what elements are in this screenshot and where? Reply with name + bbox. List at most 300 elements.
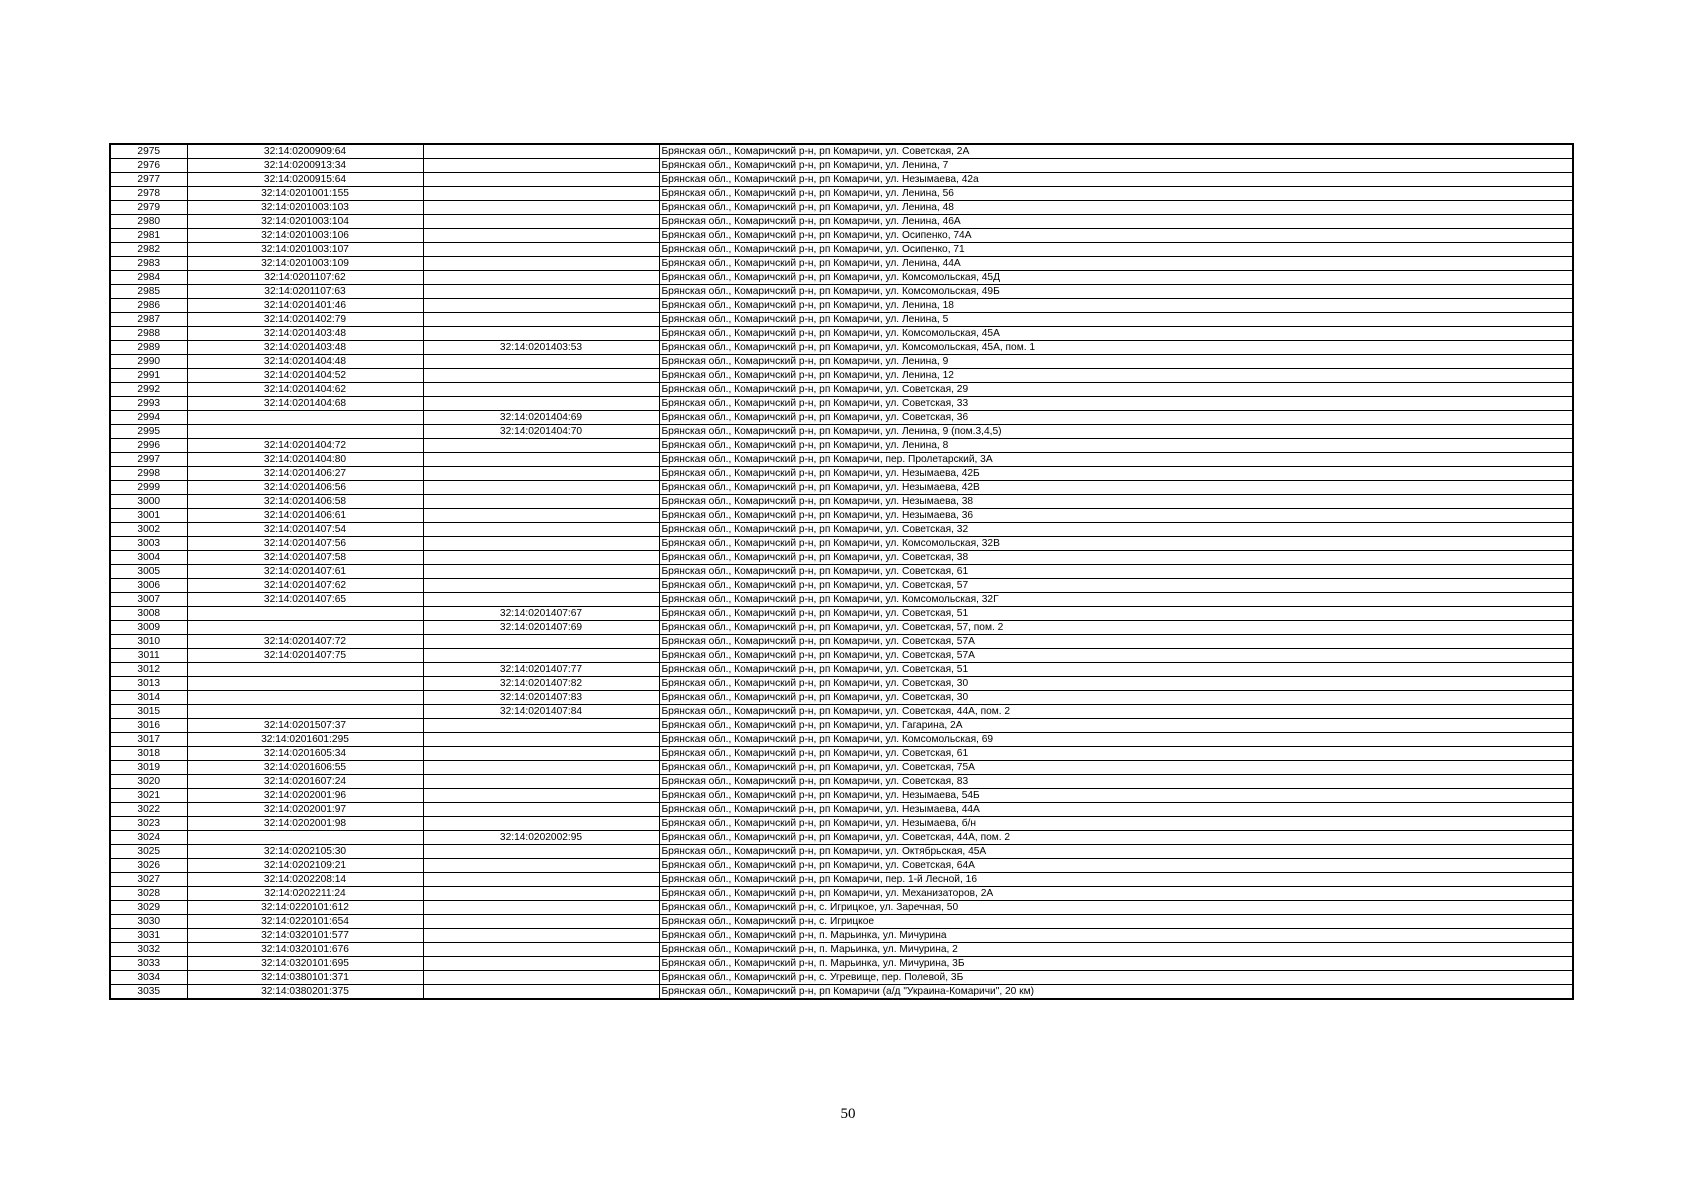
row-number-cell: 3023 [110, 817, 187, 831]
row-number-cell: 3029 [110, 901, 187, 915]
table-row [110, 509, 1573, 523]
cadastral-number-cell [187, 411, 423, 425]
row-number-cell: 3032 [110, 943, 187, 957]
row-number-cell: 3002 [110, 523, 187, 537]
address-cell: Брянская обл., Комаричский р-н, рп Комаричи, ул. Советская, 32 [659, 523, 1573, 537]
cadastral-number-cell: 32:14:0201003:107 [187, 243, 423, 257]
table-row [110, 957, 1573, 971]
row-number-cell: 3013 [110, 677, 187, 691]
table-row [110, 425, 1573, 439]
address-cell: Брянская обл., Комаричский р-н, рп Комаричи, ул. Ленина, 9 (пом.3,4,5) [659, 425, 1573, 439]
table-row [110, 845, 1573, 859]
table-row [110, 761, 1573, 775]
table-row [110, 621, 1573, 635]
cadastral-number-cell: 32:14:0201401:46 [187, 299, 423, 313]
table-row [110, 873, 1573, 887]
address-cell: Брянская обл., Комаричский р-н, рп Комаричи, ул. Советская, 75А [659, 761, 1573, 775]
cadastral-number-cell: 32:14:0201601:295 [187, 733, 423, 747]
address-cell: Брянская обл., Комаричский р-н, рп Комаричи, ул. Механизаторов, 2А [659, 887, 1573, 901]
address-cell: Брянская обл., Комаричский р-н, рп Комаричи, ул. Советская, 83 [659, 775, 1573, 789]
address-cell: Брянская обл., Комаричский р-н, рп Комаричи, ул. Комсомольская, 69 [659, 733, 1573, 747]
cadastral-number-cell: 32:14:0320101:577 [187, 929, 423, 943]
row-number-cell: 3003 [110, 537, 187, 551]
cadastral-number-cell: 32:14:0201003:106 [187, 229, 423, 243]
address-cell: Брянская обл., Комаричский р-н, п. Марьинка, ул. Мичурина [659, 929, 1573, 943]
row-number-cell: 2976 [110, 159, 187, 173]
room-cadastral-number-cell [423, 859, 659, 873]
row-number-cell: 2977 [110, 173, 187, 187]
row-number-cell: 3031 [110, 929, 187, 943]
room-cadastral-number-cell [423, 509, 659, 523]
room-cadastral-number-cell [423, 313, 659, 327]
cadastral-number-cell: 32:14:0201407:54 [187, 523, 423, 537]
row-number-cell: 3019 [110, 761, 187, 775]
row-number-cell: 2997 [110, 453, 187, 467]
room-cadastral-number-cell: 32:14:0202002:95 [423, 831, 659, 845]
cadastral-number-cell: 32:14:0202001:97 [187, 803, 423, 817]
cadastral-number-cell: 32:14:0201003:109 [187, 257, 423, 271]
address-cell: Брянская обл., Комаричский р-н, рп Комаричи, ул. Ленина, 12 [659, 369, 1573, 383]
address-cell: Брянская обл., Комаричский р-н, рп Комаричи, ул. Советская, 44А, пом. 2 [659, 705, 1573, 719]
cadastral-number-cell: 32:14:0200915:64 [187, 173, 423, 187]
table-row [110, 649, 1573, 663]
row-number-cell: 3005 [110, 565, 187, 579]
registry-table [109, 143, 1574, 1000]
room-cadastral-number-cell: 32:14:0201407:69 [423, 621, 659, 635]
room-cadastral-number-cell [423, 817, 659, 831]
room-cadastral-number-cell [423, 845, 659, 859]
table-row [110, 341, 1573, 355]
address-cell: Брянская обл., Комаричский р-н, рп Комаричи, ул. Незымаева, 42а [659, 173, 1573, 187]
row-number-cell: 2983 [110, 257, 187, 271]
cadastral-number-cell: 32:14:0380201:375 [187, 985, 423, 1000]
address-cell: Брянская обл., Комаричский р-н, рп Комаричи, ул. Незымаева, 36 [659, 509, 1573, 523]
row-number-cell: 3022 [110, 803, 187, 817]
address-cell: Брянская обл., Комаричский р-н, рп Комаричи, ул. Октябрьская, 45А [659, 845, 1573, 859]
table-row [110, 397, 1573, 411]
table-row [110, 971, 1573, 985]
row-number-cell: 3004 [110, 551, 187, 565]
cadastral-number-cell [187, 663, 423, 677]
room-cadastral-number-cell [423, 747, 659, 761]
room-cadastral-number-cell [423, 257, 659, 271]
row-number-cell: 2993 [110, 397, 187, 411]
cadastral-number-cell [187, 831, 423, 845]
cadastral-number-cell [187, 621, 423, 635]
row-number-cell: 2998 [110, 467, 187, 481]
room-cadastral-number-cell: 32:14:0201407:84 [423, 705, 659, 719]
row-number-cell: 2999 [110, 481, 187, 495]
cadastral-number-cell: 32:14:0380101:371 [187, 971, 423, 985]
table-row [110, 383, 1573, 397]
table-row [110, 607, 1573, 621]
table-row [110, 719, 1573, 733]
table-row [110, 831, 1573, 845]
cadastral-number-cell: 32:14:0201003:103 [187, 201, 423, 215]
address-cell: Брянская обл., Комаричский р-н, с. Игрицкое [659, 915, 1573, 929]
table-row [110, 635, 1573, 649]
address-cell: Брянская обл., Комаричский р-н, рп Комаричи, ул. Комсомольская, 45Д [659, 271, 1573, 285]
row-number-cell: 2985 [110, 285, 187, 299]
table-row [110, 355, 1573, 369]
table-row [110, 271, 1573, 285]
row-number-cell: 3009 [110, 621, 187, 635]
row-number-cell: 2992 [110, 383, 187, 397]
room-cadastral-number-cell [423, 173, 659, 187]
address-cell: Брянская обл., Комаричский р-н, рп Комаричи, ул. Незымаева, 44А [659, 803, 1573, 817]
cadastral-number-cell: 32:14:0201606:55 [187, 761, 423, 775]
row-number-cell: 3020 [110, 775, 187, 789]
room-cadastral-number-cell [423, 719, 659, 733]
room-cadastral-number-cell [423, 565, 659, 579]
table-row [110, 187, 1573, 201]
room-cadastral-number-cell [423, 789, 659, 803]
room-cadastral-number-cell [423, 775, 659, 789]
address-cell: Брянская обл., Комаричский р-н, п. Марьинка, ул. Мичурина, 2 [659, 943, 1573, 957]
cadastral-number-cell: 32:14:0201404:62 [187, 383, 423, 397]
address-cell: Брянская обл., Комаричский р-н, рп Комаричи, ул. Ленина, 46А [659, 215, 1573, 229]
address-cell: Брянская обл., Комаричский р-н, рп Комаричи, ул. Советская, 36 [659, 411, 1573, 425]
table-row [110, 789, 1573, 803]
row-number-cell: 2975 [110, 144, 187, 159]
room-cadastral-number-cell [423, 579, 659, 593]
cadastral-number-cell: 32:14:0202105:30 [187, 845, 423, 859]
table-row [110, 859, 1573, 873]
cadastral-number-cell: 32:14:0201403:48 [187, 341, 423, 355]
address-cell: Брянская обл., Комаричский р-н, рп Комаричи, ул. Советская, 57, пом. 2 [659, 621, 1573, 635]
room-cadastral-number-cell [423, 523, 659, 537]
table-row [110, 285, 1573, 299]
table-row [110, 257, 1573, 271]
table-row [110, 327, 1573, 341]
address-cell: Брянская обл., Комаричский р-н, рп Комаричи, ул. Советская, 30 [659, 691, 1573, 705]
cadastral-number-cell: 32:14:0201407:56 [187, 537, 423, 551]
cadastral-number-cell: 32:14:0201404:68 [187, 397, 423, 411]
table-row [110, 201, 1573, 215]
room-cadastral-number-cell [423, 159, 659, 173]
cadastral-number-cell: 32:14:0201403:48 [187, 327, 423, 341]
row-number-cell: 3024 [110, 831, 187, 845]
row-number-cell: 2991 [110, 369, 187, 383]
table-row [110, 537, 1573, 551]
row-number-cell: 2987 [110, 313, 187, 327]
cadastral-number-cell: 32:14:0202109:21 [187, 859, 423, 873]
address-cell: Брянская обл., Комаричский р-н, рп Комаричи, ул. Незымаева, 42В [659, 481, 1573, 495]
address-cell: Брянская обл., Комаричский р-н, рп Комаричи, ул. Ленина, 56 [659, 187, 1573, 201]
address-cell: Брянская обл., Комаричский р-н, рп Комаричи, ул. Советская, 30 [659, 677, 1573, 691]
table-row [110, 733, 1573, 747]
cadastral-number-cell: 32:14:0201406:56 [187, 481, 423, 495]
room-cadastral-number-cell [423, 481, 659, 495]
address-cell: Брянская обл., Комаричский р-н, рп Комаричи, ул. Советская, 61 [659, 565, 1573, 579]
address-cell: Брянская обл., Комаричский р-н, рп Комаричи, ул. Ленина, 7 [659, 159, 1573, 173]
address-cell: Брянская обл., Комаричский р-н, рп Комаричи, ул. Советская, 2А [659, 144, 1573, 159]
cadastral-number-cell: 32:14:0201507:37 [187, 719, 423, 733]
row-number-cell: 3012 [110, 663, 187, 677]
row-number-cell: 3028 [110, 887, 187, 901]
table-row [110, 593, 1573, 607]
row-number-cell: 3011 [110, 649, 187, 663]
cadastral-number-cell: 32:14:0201003:104 [187, 215, 423, 229]
table-row [110, 229, 1573, 243]
room-cadastral-number-cell [423, 537, 659, 551]
cadastral-number-cell: 32:14:0201406:61 [187, 509, 423, 523]
table-row [110, 887, 1573, 901]
row-number-cell: 3000 [110, 495, 187, 509]
cadastral-number-cell: 32:14:0201406:58 [187, 495, 423, 509]
address-cell: Брянская обл., Комаричский р-н, рп Комаричи, ул. Гагарина, 2А [659, 719, 1573, 733]
cadastral-number-cell: 32:14:0202211:24 [187, 887, 423, 901]
room-cadastral-number-cell [423, 985, 659, 1000]
address-cell: Брянская обл., Комаричский р-н, рп Комаричи, ул. Ленина, 44А [659, 257, 1573, 271]
address-cell: Брянская обл., Комаричский р-н, с. Игрицкое, ул. Заречная, 50 [659, 901, 1573, 915]
address-cell: Брянская обл., Комаричский р-н, рп Комаричи, ул. Ленина, 18 [659, 299, 1573, 313]
cadastral-number-cell: 32:14:0320101:676 [187, 943, 423, 957]
table-row [110, 159, 1573, 173]
address-cell: Брянская обл., Комаричский р-н, рп Комаричи, ул. Советская, 57А [659, 635, 1573, 649]
address-cell: Брянская обл., Комаричский р-н, рп Комаричи, ул. Советская, 51 [659, 663, 1573, 677]
table-row [110, 411, 1573, 425]
address-cell: Брянская обл., Комаричский р-н, рп Комаричи, ул. Ленина, 9 [659, 355, 1573, 369]
room-cadastral-number-cell [423, 383, 659, 397]
address-cell: Брянская обл., Комаричский р-н, рп Комаричи, ул. Советская, 64А [659, 859, 1573, 873]
cadastral-number-cell: 32:14:0201407:61 [187, 565, 423, 579]
row-number-cell: 2979 [110, 201, 187, 215]
row-number-cell: 3021 [110, 789, 187, 803]
room-cadastral-number-cell [423, 397, 659, 411]
room-cadastral-number-cell [423, 187, 659, 201]
room-cadastral-number-cell [423, 943, 659, 957]
table-row [110, 523, 1573, 537]
room-cadastral-number-cell [423, 299, 659, 313]
row-number-cell: 2986 [110, 299, 187, 313]
address-cell: Брянская обл., Комаричский р-н, рп Комаричи, ул. Комсомольская, 49Б [659, 285, 1573, 299]
row-number-cell: 2989 [110, 341, 187, 355]
room-cadastral-number-cell [423, 229, 659, 243]
address-cell: Брянская обл., Комаричский р-н, рп Комаричи, ул. Советская, 44А, пом. 2 [659, 831, 1573, 845]
room-cadastral-number-cell [423, 215, 659, 229]
address-cell: Брянская обл., Комаричский р-н, рп Комаричи, ул. Советская, 61 [659, 747, 1573, 761]
row-number-cell: 3006 [110, 579, 187, 593]
table-row [110, 985, 1573, 1000]
room-cadastral-number-cell [423, 593, 659, 607]
cadastral-number-cell: 32:14:0201404:52 [187, 369, 423, 383]
cadastral-number-cell: 32:14:0201607:24 [187, 775, 423, 789]
room-cadastral-number-cell [423, 649, 659, 663]
row-number-cell: 3027 [110, 873, 187, 887]
row-number-cell: 3030 [110, 915, 187, 929]
cadastral-number-cell: 32:14:0201107:63 [187, 285, 423, 299]
room-cadastral-number-cell [423, 957, 659, 971]
room-cadastral-number-cell: 32:14:0201407:82 [423, 677, 659, 691]
room-cadastral-number-cell [423, 439, 659, 453]
room-cadastral-number-cell: 32:14:0201407:83 [423, 691, 659, 705]
table-row [110, 579, 1573, 593]
address-cell: Брянская обл., Комаричский р-н, рп Комаричи, ул. Незымаева, б/н [659, 817, 1573, 831]
row-number-cell: 3035 [110, 985, 187, 1000]
room-cadastral-number-cell [423, 733, 659, 747]
address-cell: Брянская обл., Комаричский р-н, с. Угревище, пер. Полевой, 3Б [659, 971, 1573, 985]
cadastral-number-cell [187, 677, 423, 691]
table-row [110, 144, 1573, 159]
table-row [110, 243, 1573, 257]
table-row [110, 915, 1573, 929]
table-row [110, 705, 1573, 719]
address-cell: Брянская обл., Комаричский р-н, рп Комаричи, пер. Пролетарский, 3А [659, 453, 1573, 467]
row-number-cell: 2980 [110, 215, 187, 229]
page-number: 50 [840, 1106, 856, 1122]
address-cell: Брянская обл., Комаричский р-н, рп Комаричи, ул. Советская, 57 [659, 579, 1573, 593]
row-number-cell: 3026 [110, 859, 187, 873]
table-row [110, 313, 1573, 327]
table-row [110, 453, 1573, 467]
address-cell: Брянская обл., Комаричский р-н, рп Комаричи, пер. 1-й Лесной, 16 [659, 873, 1573, 887]
row-number-cell: 2981 [110, 229, 187, 243]
row-number-cell: 2988 [110, 327, 187, 341]
table-row [110, 551, 1573, 565]
table-row [110, 677, 1573, 691]
address-cell: Брянская обл., Комаричский р-н, рп Комаричи, ул. Советская, 51 [659, 607, 1573, 621]
table-row [110, 691, 1573, 705]
address-cell: Брянская обл., Комаричский р-н, рп Комаричи, ул. Осипенко, 74А [659, 229, 1573, 243]
row-number-cell: 2982 [110, 243, 187, 257]
cadastral-number-cell: 32:14:0220101:654 [187, 915, 423, 929]
cadastral-number-cell [187, 607, 423, 621]
cadastral-number-cell: 32:14:0201407:72 [187, 635, 423, 649]
row-number-cell: 3015 [110, 705, 187, 719]
address-cell: Брянская обл., Комаричский р-н, рп Комаричи, ул. Советская, 29 [659, 383, 1573, 397]
address-cell: Брянская обл., Комаричский р-н, рп Комаричи, ул. Комсомольская, 45А, пом. 1 [659, 341, 1573, 355]
cadastral-number-cell: 32:14:0201404:80 [187, 453, 423, 467]
table-row [110, 467, 1573, 481]
row-number-cell: 2990 [110, 355, 187, 369]
table-row [110, 929, 1573, 943]
room-cadastral-number-cell: 32:14:0201404:69 [423, 411, 659, 425]
address-cell: Брянская обл., Комаричский р-н, рп Комаричи, ул. Незымаева, 54Б [659, 789, 1573, 803]
room-cadastral-number-cell [423, 635, 659, 649]
cadastral-number-cell [187, 705, 423, 719]
row-number-cell: 3001 [110, 509, 187, 523]
table-row [110, 943, 1573, 957]
table-row [110, 495, 1573, 509]
cadastral-number-cell: 32:14:0201605:34 [187, 747, 423, 761]
row-number-cell: 3025 [110, 845, 187, 859]
table-row [110, 817, 1573, 831]
address-cell: Брянская обл., Комаричский р-н, п. Марьинка, ул. Мичурина, 3Б [659, 957, 1573, 971]
cadastral-number-cell [187, 691, 423, 705]
cadastral-number-cell: 32:14:0202001:98 [187, 817, 423, 831]
row-number-cell: 2978 [110, 187, 187, 201]
address-cell: Брянская обл., Комаричский р-н, рп Комаричи, ул. Осипенко, 71 [659, 243, 1573, 257]
cadastral-number-cell: 32:14:0201407:58 [187, 551, 423, 565]
cadastral-number-cell: 32:14:0201107:62 [187, 271, 423, 285]
table-row [110, 747, 1573, 761]
room-cadastral-number-cell [423, 873, 659, 887]
address-cell: Брянская обл., Комаричский р-н, рп Комаричи, ул. Комсомольская, 32Г [659, 593, 1573, 607]
address-cell: Брянская обл., Комаричский р-н, рп Комаричи, ул. Советская, 57А [659, 649, 1573, 663]
row-number-cell: 3016 [110, 719, 187, 733]
row-number-cell: 3010 [110, 635, 187, 649]
table-row [110, 173, 1573, 187]
table-row [110, 215, 1573, 229]
room-cadastral-number-cell [423, 551, 659, 565]
cadastral-number-cell: 32:14:0320101:695 [187, 957, 423, 971]
room-cadastral-number-cell [423, 495, 659, 509]
table-row [110, 663, 1573, 677]
row-number-cell: 2994 [110, 411, 187, 425]
table-row [110, 901, 1573, 915]
cadastral-number-cell: 32:14:0201407:65 [187, 593, 423, 607]
address-cell: Брянская обл., Комаричский р-н, рп Комаричи, ул. Советская, 33 [659, 397, 1573, 411]
row-number-cell: 3008 [110, 607, 187, 621]
row-number-cell: 3017 [110, 733, 187, 747]
room-cadastral-number-cell: 32:14:0201407:77 [423, 663, 659, 677]
table-row [110, 481, 1573, 495]
cadastral-number-cell: 32:14:0201406:27 [187, 467, 423, 481]
cadastral-number-cell: 32:14:0201404:48 [187, 355, 423, 369]
address-cell: Брянская обл., Комаричский р-н, рп Комаричи, ул. Ленина, 8 [659, 439, 1573, 453]
row-number-cell: 3033 [110, 957, 187, 971]
table-row [110, 775, 1573, 789]
room-cadastral-number-cell [423, 803, 659, 817]
address-cell: Брянская обл., Комаричский р-н, рп Комаричи, ул. Ленина, 48 [659, 201, 1573, 215]
room-cadastral-number-cell: 32:14:0201404:70 [423, 425, 659, 439]
cadastral-number-cell: 32:14:0201404:72 [187, 439, 423, 453]
cadastral-number-cell: 32:14:0200909:64 [187, 144, 423, 159]
table-row [110, 439, 1573, 453]
row-number-cell: 2984 [110, 271, 187, 285]
room-cadastral-number-cell [423, 144, 659, 159]
room-cadastral-number-cell [423, 369, 659, 383]
row-number-cell: 3018 [110, 747, 187, 761]
room-cadastral-number-cell: 32:14:0201403:53 [423, 341, 659, 355]
cadastral-number-cell: 32:14:0202208:14 [187, 873, 423, 887]
table-row [110, 803, 1573, 817]
table-row [110, 299, 1573, 313]
row-number-cell: 2996 [110, 439, 187, 453]
address-cell: Брянская обл., Комаричский р-н, рп Комаричи, ул. Незымаева, 42Б [659, 467, 1573, 481]
row-number-cell: 3007 [110, 593, 187, 607]
registry-table-body [110, 144, 1573, 999]
room-cadastral-number-cell [423, 453, 659, 467]
room-cadastral-number-cell [423, 467, 659, 481]
address-cell: Брянская обл., Комаричский р-н, рп Комаричи (а/д "Украина-Комаричи", 20 км) [659, 985, 1573, 1000]
cadastral-number-cell: 32:14:0202001:96 [187, 789, 423, 803]
room-cadastral-number-cell [423, 271, 659, 285]
row-number-cell: 2995 [110, 425, 187, 439]
cadastral-number-cell: 32:14:0200913:34 [187, 159, 423, 173]
cadastral-number-cell: 32:14:0201001:155 [187, 187, 423, 201]
address-cell: Брянская обл., Комаричский р-н, рп Комаричи, ул. Комсомольская, 32В [659, 537, 1573, 551]
room-cadastral-number-cell [423, 285, 659, 299]
address-cell: Брянская обл., Комаричский р-н, рп Комаричи, ул. Советская, 38 [659, 551, 1573, 565]
room-cadastral-number-cell: 32:14:0201407:67 [423, 607, 659, 621]
room-cadastral-number-cell [423, 201, 659, 215]
cadastral-number-cell: 32:14:0220101:612 [187, 901, 423, 915]
room-cadastral-number-cell [423, 915, 659, 929]
address-cell: Брянская обл., Комаричский р-н, рп Комаричи, ул. Ленина, 5 [659, 313, 1573, 327]
cadastral-number-cell: 32:14:0201407:75 [187, 649, 423, 663]
table-row [110, 565, 1573, 579]
room-cadastral-number-cell [423, 971, 659, 985]
room-cadastral-number-cell [423, 761, 659, 775]
address-cell: Брянская обл., Комаричский р-н, рп Комаричи, ул. Незымаева, 38 [659, 495, 1573, 509]
room-cadastral-number-cell [423, 929, 659, 943]
room-cadastral-number-cell [423, 887, 659, 901]
row-number-cell: 3034 [110, 971, 187, 985]
address-cell: Брянская обл., Комаричский р-н, рп Комаричи, ул. Комсомольская, 45А [659, 327, 1573, 341]
room-cadastral-number-cell [423, 243, 659, 257]
